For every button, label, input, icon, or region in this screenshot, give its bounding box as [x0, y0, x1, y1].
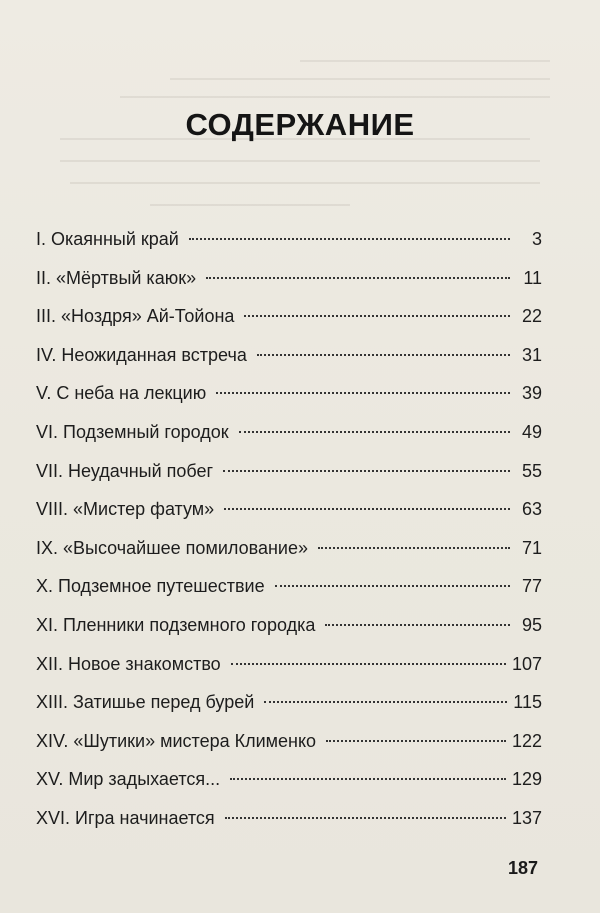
toc-entry[interactable] — [36, 417, 542, 456]
dot-leader — [231, 663, 506, 665]
toc-entry[interactable] — [36, 378, 542, 417]
toc-entry-title: XI. Пленники подземного городка — [36, 614, 316, 635]
dot-leader — [206, 277, 510, 279]
dot-leader — [224, 508, 510, 510]
toc-entry[interactable] — [36, 301, 542, 340]
toc-page-number: 137 — [511, 807, 542, 828]
dot-leader — [257, 354, 510, 356]
toc-entry-title: VI. Подземный городок — [36, 421, 229, 442]
dot-leader — [216, 392, 510, 394]
toc-page-number: 71 — [521, 537, 542, 558]
dot-leader — [225, 817, 506, 819]
dot-leader — [318, 547, 510, 549]
toc-page-number: 39 — [521, 383, 542, 404]
toc-entry-title: IV. Неожиданная встреча — [36, 344, 247, 365]
toc-entry[interactable] — [36, 456, 542, 495]
toc-entry[interactable] — [36, 571, 542, 610]
page-title: СОДЕРЖАНИЕ — [185, 106, 415, 142]
toc-entry-title: VIII. «Мистер фатум» — [36, 499, 215, 520]
toc-entry-title: X. Подземное путешествие — [36, 576, 265, 597]
toc-entry[interactable] — [36, 263, 542, 302]
toc-entry-title: XV. Мир задыхается... — [36, 769, 221, 790]
toc-entry[interactable] — [36, 340, 542, 379]
toc-entry-title: VII. Неудачный побег — [36, 460, 214, 481]
toc-entry-title: XII. Новое знакомство — [36, 653, 221, 674]
toc-page-number: 122 — [511, 730, 542, 751]
toc-entry-title: IX. «Высочайшее помилование» — [36, 537, 308, 558]
toc-entry-title: I. Окаянный край — [36, 229, 179, 249]
toc-page-number: 55 — [521, 460, 542, 481]
toc-entry[interactable] — [36, 649, 542, 688]
dot-leader — [275, 585, 510, 587]
toc-page-number: 49 — [521, 421, 542, 442]
toc-entry[interactable] — [36, 764, 542, 803]
toc-entry[interactable] — [36, 687, 542, 726]
toc-page-number: 22 — [521, 306, 542, 327]
toc-page-number: 31 — [521, 344, 542, 365]
toc-page-number: 129 — [511, 769, 542, 790]
dot-leader — [325, 624, 510, 626]
dot-leader — [239, 431, 510, 433]
toc-entry[interactable] — [36, 726, 542, 765]
toc-page-number: 77 — [521, 576, 542, 597]
toc-page-number: 107 — [511, 653, 542, 674]
page-number: 187 — [507, 858, 538, 878]
toc-page-number: 11 — [523, 267, 542, 288]
toc-entry-title: III. «Ноздря» Ай-Тойона — [36, 306, 235, 327]
dot-leader — [189, 238, 510, 240]
toc-entry[interactable] — [36, 224, 542, 263]
dot-leader — [264, 701, 507, 703]
toc-entry[interactable] — [36, 803, 542, 842]
toc-entry-title: XVI. Игра начинается — [36, 807, 215, 828]
table-of-contents — [36, 224, 542, 842]
toc-page-number: 3 — [531, 229, 542, 249]
toc-entry-title: II. «Мёртвый каюк» — [36, 267, 197, 288]
toc-entry-title: XIV. «Шутики» мистера Клименко — [36, 730, 317, 751]
toc-page-number: 115 — [513, 692, 542, 713]
dot-leader — [223, 470, 510, 472]
toc-page-number: 95 — [521, 614, 542, 635]
dot-leader — [230, 778, 506, 780]
dot-leader — [244, 315, 510, 317]
toc-entry[interactable] — [36, 494, 542, 533]
toc-entry-title: XIII. Затишье перед бурей — [36, 692, 255, 713]
toc-entry[interactable] — [36, 610, 542, 649]
dot-leader — [326, 740, 506, 742]
toc-entry-title: V. С неба на лекцию — [36, 383, 207, 404]
toc-page-number: 63 — [521, 499, 542, 520]
toc-entry[interactable] — [36, 533, 542, 572]
